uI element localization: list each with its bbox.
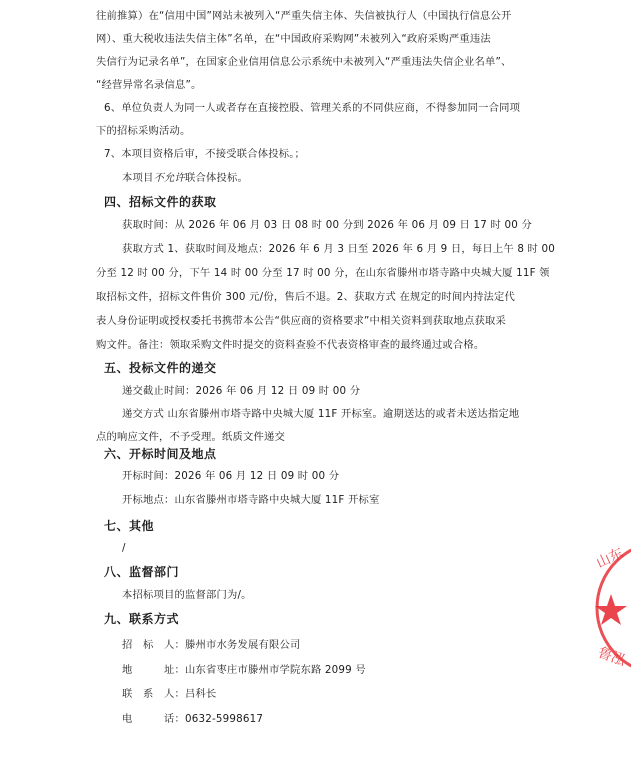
contact-value: 滕州市水务发展有限公司: [184, 639, 301, 651]
section-heading: 四、招标文件的获取: [104, 195, 217, 209]
text-line: 失信行为记录名单”，在国家企业信用信息公示系统中未被列入“严重违法失信企业名单”、: [96, 56, 512, 68]
text-line: 往前推算）在“信用中国”网站未被列入“严重失信主体、失信被执行人（中国执行信息公开: [96, 10, 512, 22]
svg-text:山东: 山东: [593, 545, 627, 572]
text-line: 开标地点：山东省滕州市塔寺路中央城大厦 11F 开标室: [122, 494, 380, 506]
contact-row: [122, 711, 263, 727]
section-heading: 九、联系方式: [104, 612, 180, 626]
seal-graphic: [591, 538, 631, 678]
text-line: 获取方式 1、获取时间及地点：2026 年 6 月 3 日至 2026 年 6 月 9 日，每日上午 8 时 00: [122, 243, 556, 255]
section-heading: 五、投标文件的递交: [104, 361, 217, 375]
text-line: 6、单位负责人为同一人或者存在直接控股、管理关系的不同供应商，不得参加同一合同项: [104, 102, 521, 114]
contact-label: 地 址：: [122, 664, 185, 676]
text-fragment: 联合体投标。: [185, 172, 248, 184]
text-line: 7、本项目资格后审，不接受联合体投标。；: [104, 148, 306, 160]
text-line: 点的响应文件，不予受理。纸质文件递交: [96, 431, 285, 443]
svg-text:鲁泓: 鲁泓: [595, 644, 628, 670]
text-line: 购文件。备注：领取采购文件时提交的资料查验不代表资格审查的最终通过或合格。: [96, 339, 485, 351]
section-heading: 六、开标时间及地点: [104, 447, 217, 461]
company-seal: [591, 538, 631, 678]
contact-value: 吕科长: [184, 688, 217, 700]
text-line: 递交截止时间：2026 年 06 月 12 日 09 时 00 分: [122, 385, 361, 397]
text-line: 取招标文件，招标文件售价 300 元/份，售后不退。2、获取方式 在规定的时间内持法定代: [96, 291, 515, 303]
italic-fragment: 不允许: [153, 172, 185, 184]
contact-row: [122, 686, 216, 702]
text-line: /: [122, 542, 126, 554]
contact-row: [122, 637, 300, 653]
text-line: 表人身份证明或授权委托书携带本公告“供应商的资格要求”中相关资料到获取地点获取采: [96, 315, 506, 327]
contact-label: 联 系 人：: [122, 688, 185, 700]
contact-value: 山东省枣庄市滕州市学院东路 2099 号: [184, 664, 366, 676]
text-line: 本招标项目的监督部门为/。: [122, 589, 252, 601]
contact-label: 招 标 人：: [122, 639, 185, 651]
contact-label: 电 话：: [122, 713, 185, 725]
text-line: 递交方式 山东省滕州市塔寺路中央城大厦 11F 开标室。逾期送达的或者未送达指定地: [122, 408, 520, 420]
section-heading: 七、其他: [104, 519, 155, 533]
text-line: 获取时间：从 2026 年 06 月 03 日 08 时 00 分到 2026 年 06 月 09 日 17 时 00 分: [122, 219, 532, 231]
text-line: [122, 170, 248, 186]
contact-row: [122, 662, 366, 678]
text-line: 分至 12 时 00 分，下午 14 时 00 分至 17 时 00 分，在山东省滕州市塔寺路中央城大厦 11F 领: [96, 267, 550, 279]
text-line: 开标时间：2026 年 06 月 12 日 09 时 00 分: [122, 470, 340, 482]
section-heading: 八、监督部门: [104, 565, 180, 579]
text-line: 下的招标采购活动。: [96, 125, 191, 137]
contact-value: 0632-5998617: [184, 713, 264, 725]
text-fragment: 本项目: [122, 172, 154, 184]
text-line: “经营异常名录信息”。: [96, 79, 202, 91]
text-line: 网）、重大税收违法失信主体”名单，在“中国政府采购网”未被列入“政府采购严重违法: [96, 33, 491, 45]
